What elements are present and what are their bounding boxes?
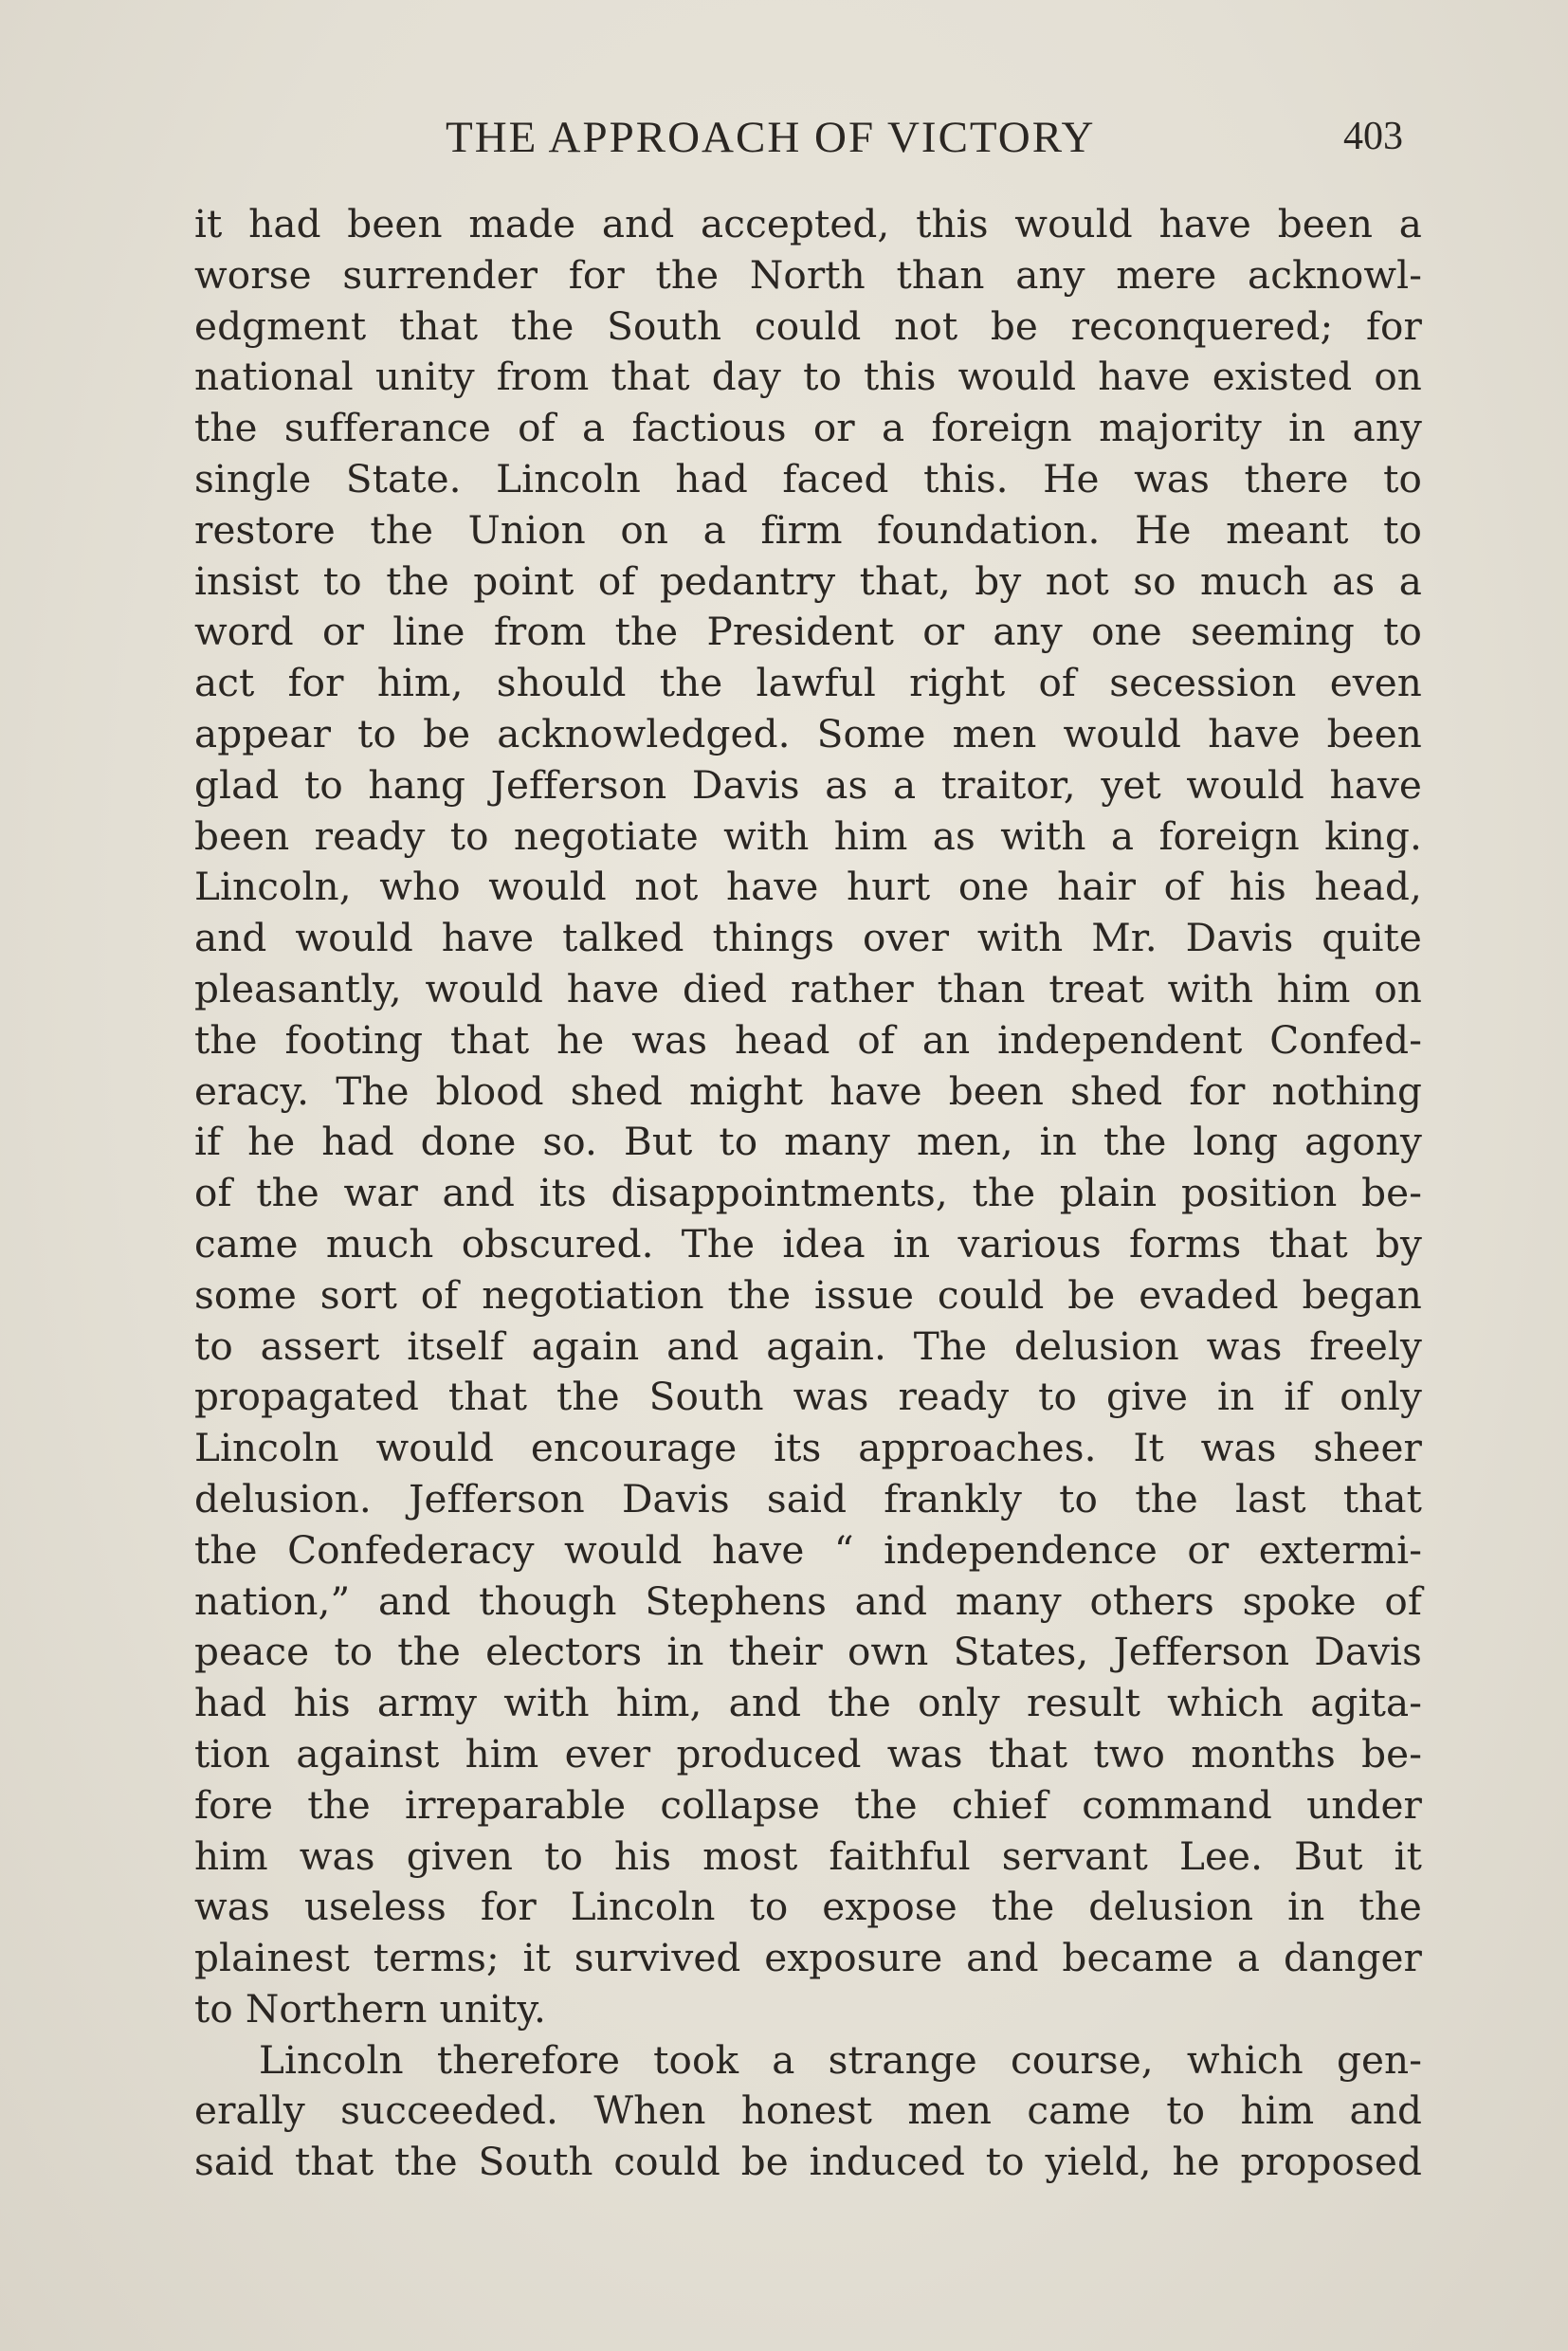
text-line: glad to hang Jefferson Davis as a traitor, yet would have (194, 761, 1422, 808)
text-line: worse surrender for the North than any mere acknowl- (194, 251, 1422, 298)
text-line: delusion. Jefferson Davis said frankly to the last that (194, 1475, 1422, 1522)
text-line: and would have talked things over with Mr. Davis quite (194, 915, 1422, 961)
text-line: of the war and its disappointments, the plain position be- (194, 1170, 1422, 1216)
text-line: nation,” and though Stephens and many others spoke of (194, 1577, 1422, 1624)
text-line: it had been made and accepted, this would have been a (194, 201, 1422, 246)
text-line: tion against him ever produced was that two months be- (194, 1730, 1422, 1777)
text-line: erally succeeded. When honest men came to him and (194, 2087, 1422, 2134)
text-line: act for him, should the lawful right of secession even (194, 660, 1422, 706)
text-line: restore the Union on a firm foundation. He meant to (194, 506, 1422, 553)
text-line: Lincoln would encourage its approaches. It was sheer (194, 1425, 1422, 1471)
text-line: edgment that the South could not be reconquered; for (194, 302, 1422, 349)
text-line: to Northern unity. (194, 1985, 546, 2032)
text-line: the footing that he was head of an independent Confed- (194, 1016, 1422, 1063)
text-line: fore the irreparable collapse the chief command under (194, 1781, 1422, 1828)
paragraph-1 (194, 199, 1422, 2035)
text-line: word or line from the President or any one seeming to (194, 609, 1422, 655)
text-line: the Confederacy would have “ independence or extermi- (194, 1526, 1422, 1573)
text-line: been ready to negotiate with him as with a foreign king. (194, 812, 1422, 859)
text-line: had his army with him, and the only result which agita- (194, 1680, 1422, 1726)
body-text (194, 199, 1422, 2188)
text-line: eracy. The blood shed might have been shed for nothing (194, 1067, 1422, 1114)
text-line: single State. Lincoln had faced this. He was there to (194, 455, 1422, 501)
paragraph-2 (194, 2035, 1422, 2188)
text-line: the sufferance of a factious or a foreign majority in any (194, 405, 1422, 451)
text-line: peace to the electors in their own States, Jefferson Davis (194, 1629, 1422, 1675)
text-line: to assert itself again and again. The delusion was freely (194, 1322, 1422, 1369)
running-head (194, 112, 1403, 169)
text-line: came much obscured. The idea in various forms that by (194, 1220, 1422, 1267)
text-line: pleasantly, would have died rather than treat with him on (194, 965, 1422, 1011)
text-line: insist to the point of pedantry that, by not so much as a (194, 557, 1422, 604)
text-line: Lincoln, who would not have hurt one hair of his head, (194, 864, 1422, 910)
text-line: propagated that the South was ready to give in if only (194, 1374, 1422, 1420)
text-line: some sort of negotiation the issue could be evaded began (194, 1271, 1422, 1318)
text-line: Lincoln therefore took a strange course, which gen- (259, 2036, 1422, 2083)
text-line: plainest terms; it survived exposure and became a danger (194, 1935, 1422, 1981)
text-line: said that the South could be induced to yield, he proposed (194, 2139, 1422, 2185)
page-number: 403 (1343, 115, 1403, 158)
text-line: national unity from that day to this would have existed on (194, 354, 1422, 400)
text-line: if he had done so. But to many men, in the long agony (194, 1119, 1422, 1165)
running-title: THE APPROACH OF VICTORY (446, 113, 1096, 162)
text-line: was useless for Lincoln to expose the delusion in the (194, 1884, 1422, 1930)
text-line: appear to be acknowledged. Some men would have been (194, 710, 1422, 756)
text-line: him was given to his most faithful servant Lee. But it (194, 1832, 1422, 1879)
